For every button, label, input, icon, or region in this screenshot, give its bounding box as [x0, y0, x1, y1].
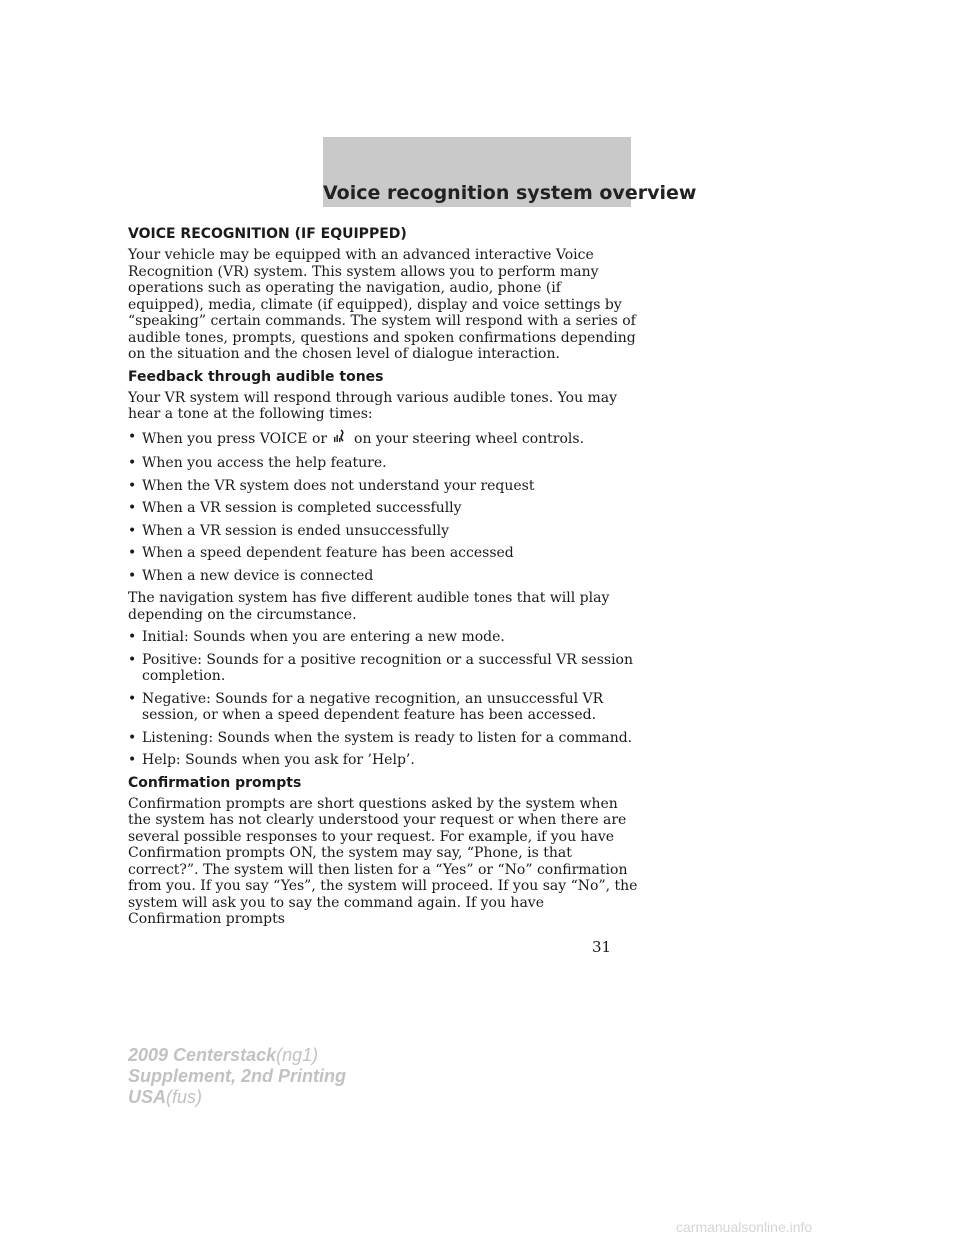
- list-item: [128, 429, 638, 450]
- list-item-text: When you access the help feature.: [142, 455, 387, 471]
- list-item: [128, 568, 638, 585]
- bullet: •: [128, 752, 137, 768]
- list-item-text: Positive: Sounds for a positive recognition or a successful VR session completion.: [142, 651, 634, 684]
- bullet: •: [128, 500, 137, 516]
- bullet: •: [128, 729, 137, 746]
- nav-tones-intro: The navigation system has five different audible tones that will play depending on the circumstance.: [128, 590, 610, 623]
- watermark: carmanualsonline.info: [676, 1219, 813, 1235]
- footer-line-2: Supplement, 2nd Printing: [128, 1066, 347, 1086]
- bullet: •: [128, 455, 137, 471]
- list-item-text: Negative: Sounds for a negative recognition, an unsuccessful VR session, or when a speed dependent feature has been accessed.: [142, 690, 604, 723]
- list-item: [128, 455, 638, 472]
- main-heading: VOICE RECOGNITION (IF EQUIPPED): [128, 226, 407, 242]
- bullet: •: [128, 651, 137, 668]
- list-item: [128, 629, 638, 646]
- footer-print-info: [128, 1045, 346, 1108]
- list-item: [128, 752, 638, 769]
- list-item-text: When the VR system does not understand your request: [142, 477, 535, 494]
- page-header-title: Voice recognition system overview: [323, 182, 697, 204]
- list-item: [128, 730, 638, 747]
- bullet: •: [128, 567, 137, 584]
- voice-mic-icon: [333, 429, 347, 450]
- list-item: [128, 691, 638, 724]
- bullet: •: [128, 690, 137, 707]
- footer-line-1: [128, 1045, 346, 1066]
- list-item-text: When a speed dependent feature has been accessed: [142, 545, 514, 561]
- footer-market: USA: [128, 1087, 167, 1107]
- tone-times-list: [128, 429, 638, 585]
- list-item-text: on your steering wheel controls.: [354, 430, 585, 447]
- list-item: [128, 523, 638, 540]
- list-item: [128, 500, 638, 517]
- page-content: [128, 226, 638, 934]
- bullet: •: [128, 522, 137, 539]
- footer-market-code: (fus): [166, 1087, 203, 1107]
- footer-line-3: [128, 1087, 346, 1108]
- list-item: [128, 478, 638, 495]
- list-item: [128, 652, 638, 685]
- footer-model-code: (ng1): [276, 1045, 319, 1065]
- nav-tones-list: [128, 629, 638, 769]
- list-item-text: When a VR session is ended unsuccessfully: [142, 522, 449, 539]
- list-item-text: When you press VOICE or: [142, 430, 328, 447]
- bullet: •: [128, 477, 137, 494]
- bullet: •: [128, 629, 137, 645]
- list-item-text: Help: Sounds when you ask for ’Help’.: [142, 752, 415, 768]
- list-item-text: When a VR session is completed successfully: [142, 500, 462, 516]
- list-item-text: When a new device is connected: [142, 567, 374, 584]
- footer-model: 2009 Centerstack: [128, 1045, 277, 1065]
- confirmation-heading: Confirmation prompts: [128, 774, 302, 791]
- intro-paragraph: Your vehicle may be equipped with an advanced interactive Voice Recognition (VR) system. This system allows you to perform many operations such as operating the navigation, audio, phone (if equipped), media, climate (if equipped), display and voice settings by “speaking” certain commands. The system will respond with a series of audible tones, prompts, questions and spoken confirmations depending on the situation and the chosen level of dialogue interaction.: [128, 247, 636, 362]
- list-item-text: Listening: Sounds when the system is ready to listen for a command.: [142, 729, 633, 746]
- feedback-heading: Feedback through audible tones: [128, 368, 384, 385]
- list-item-text: Initial: Sounds when you are entering a new mode.: [142, 629, 505, 645]
- page-number: 31: [592, 938, 612, 956]
- confirmation-paragraph: Confirmation prompts are short questions asked by the system when the system has not clearly understood your request or when there are several possible responses to your request. For example, if you have Confirmation prompts ON, the system may say, “Phone, is that correct?”. The system will then listen for a “Yes” or “No” confirmation from you. If you say “Yes”, the system will proceed. If you say “No”, the system will ask you to say the command again. If you have Confirmation prompts: [128, 795, 638, 927]
- bullet: •: [128, 545, 137, 561]
- bullet: •: [128, 428, 137, 445]
- list-item: [128, 545, 638, 562]
- feedback-intro: Your VR system will respond through various audible tones. You may hear a tone at the following times:: [128, 389, 618, 422]
